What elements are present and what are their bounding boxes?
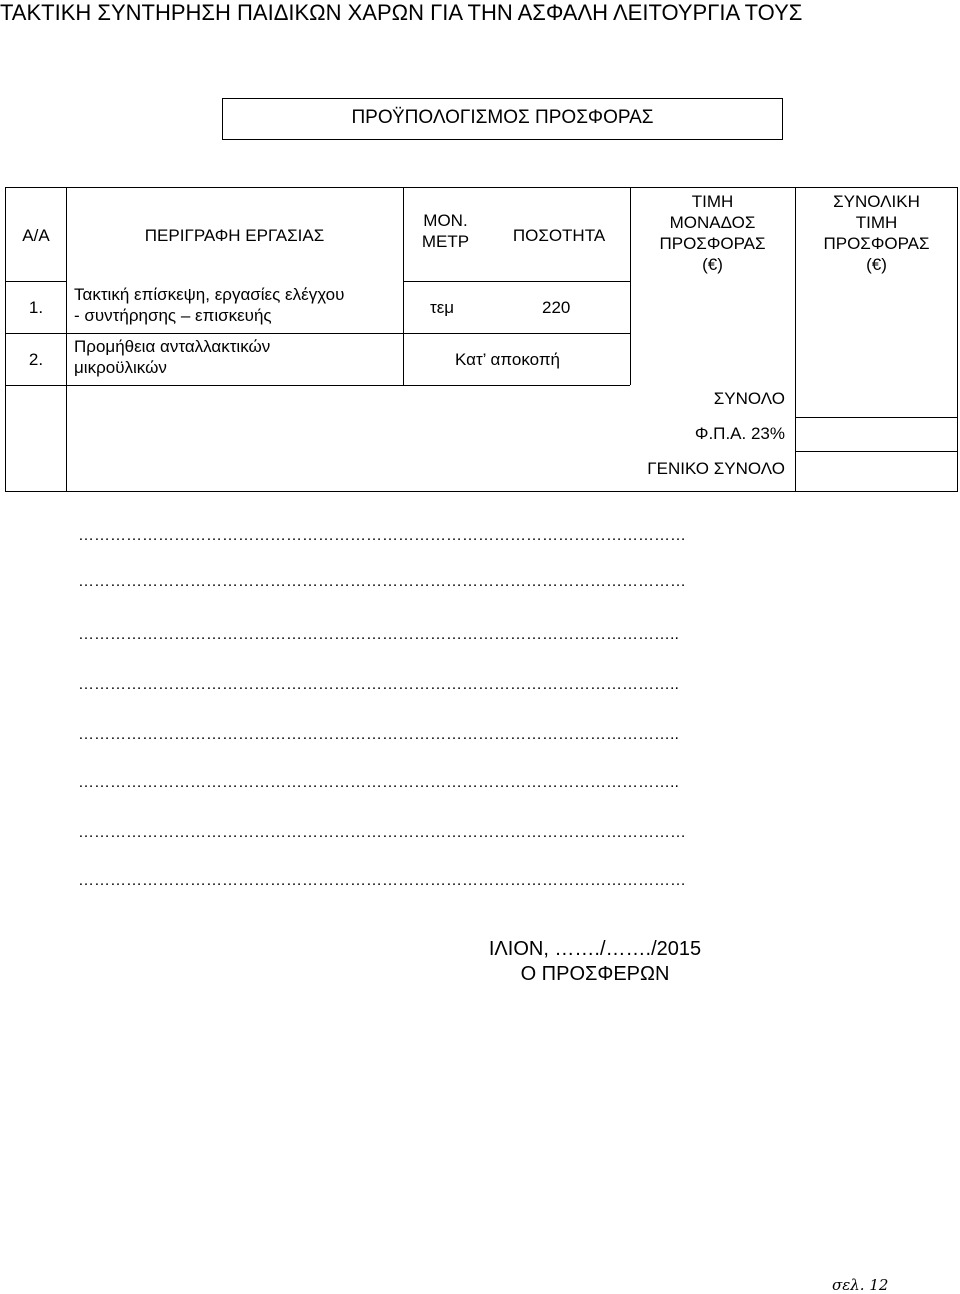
header-quantity: ΠΟΣΟΤΗΤΑ: [512, 226, 606, 245]
row1-description-line2: - συντήρησης – επισκευής: [74, 306, 272, 325]
header-total-price: [795, 191, 958, 275]
row-divider: [6, 281, 66, 282]
row2-description: [74, 336, 399, 378]
row2-description-line2: μικροϋλικών: [74, 358, 167, 377]
row2-unit-quantity: Κατ’ αποκοπή: [455, 350, 561, 369]
header-total-price-line3: ΠΡΟΣΦΟΡΑΣ: [823, 234, 930, 253]
row2-aa: 2.: [28, 350, 44, 369]
row-divider: [795, 417, 958, 418]
header-unit: [403, 210, 488, 252]
notes-line: ……………………………………………………………………………………………………: [78, 824, 686, 841]
row1-aa: 1.: [28, 298, 44, 317]
notes-line: ……………………………………………………………………………………………………: [78, 872, 686, 889]
row-divider: [6, 333, 630, 334]
document-title: ΤΑΚΤΙΚΗ ΣΥΝΤΗΡΗΣΗ ΠΑΙΔΙΚΩΝ ΧΑΡΩΝ ΓΙΑ ΤΗΝ ΑΣΦΑΛΗ ΛΕΙΤΟΥΡΓΙΑ ΤΟΥΣ: [0, 0, 803, 25]
row1-unit: τεμ: [430, 298, 455, 317]
row-divider: [403, 281, 630, 282]
header-unit-price-line1: ΤΙΜΗ: [691, 192, 734, 211]
header-unit-price: [630, 191, 795, 275]
notes-line: …………………………………………………………………………………………………..: [78, 774, 679, 791]
row-divider: [6, 385, 630, 386]
offer-heading-box: [222, 98, 783, 140]
row1-description: [74, 284, 399, 326]
total-vat-label: Φ.Π.Α. 23%: [694, 424, 785, 443]
budget-table: [5, 187, 958, 492]
notes-line: ……………………………………………………………………………………………………: [78, 573, 686, 590]
notes-line: …………………………………………………………………………………………………..: [78, 626, 679, 643]
signature-place-date: ΙΛΙΟΝ, ……./……./2015: [488, 938, 702, 960]
notes-line: …………………………………………………………………………………………………..: [78, 726, 679, 743]
header-total-price-line4: (€): [866, 255, 887, 274]
notes-line: …………………………………………………………………………………………………..: [78, 676, 679, 693]
header-unit-line1: ΜΟΝ.: [423, 211, 468, 230]
row-divider: [795, 451, 958, 452]
total-sum-label: ΣΥΝΟΛΟ: [713, 389, 785, 408]
header-unit-price-line3: ΠΡΟΣΦΟΡΑΣ: [659, 234, 766, 253]
header-description: ΠΕΡΙΓΡΑΦΗ ΕΡΓΑΣΙΑΣ: [144, 226, 325, 245]
row2-description-line1: Προμήθεια ανταλλακτικών: [74, 337, 271, 356]
header-total-price-line1: ΣΥΝΟΛΙΚΗ: [833, 192, 920, 211]
page-number: σελ. 12: [832, 1276, 889, 1294]
header-unit-price-line4: (€): [702, 255, 723, 274]
row1-quantity: 220: [542, 298, 571, 317]
notes-line: ……………………………………………………………………………………………………: [78, 527, 686, 544]
total-grand-label: ΓΕΝΙΚΟ ΣΥΝΟΛΟ: [647, 459, 785, 478]
row1-description-line1: Τακτική επίσκεψη, εργασίες ελέγχου: [74, 285, 345, 304]
header-unit-line2: ΜΕΤΡ: [421, 232, 470, 251]
header-aa: Α/Α: [22, 226, 50, 245]
header-total-price-line2: ΤΙΜΗ: [855, 213, 898, 232]
signature-signer: Ο ΠΡΟΣΦΕΡΩΝ: [520, 963, 670, 985]
header-unit-price-line2: ΜΟΝΑΔΟΣ: [669, 213, 756, 232]
offer-heading: ΠΡΟΫΠΟΛΟΓΙΣΜΟΣ ΠΡΟΣΦΟΡΑΣ: [351, 107, 654, 128]
